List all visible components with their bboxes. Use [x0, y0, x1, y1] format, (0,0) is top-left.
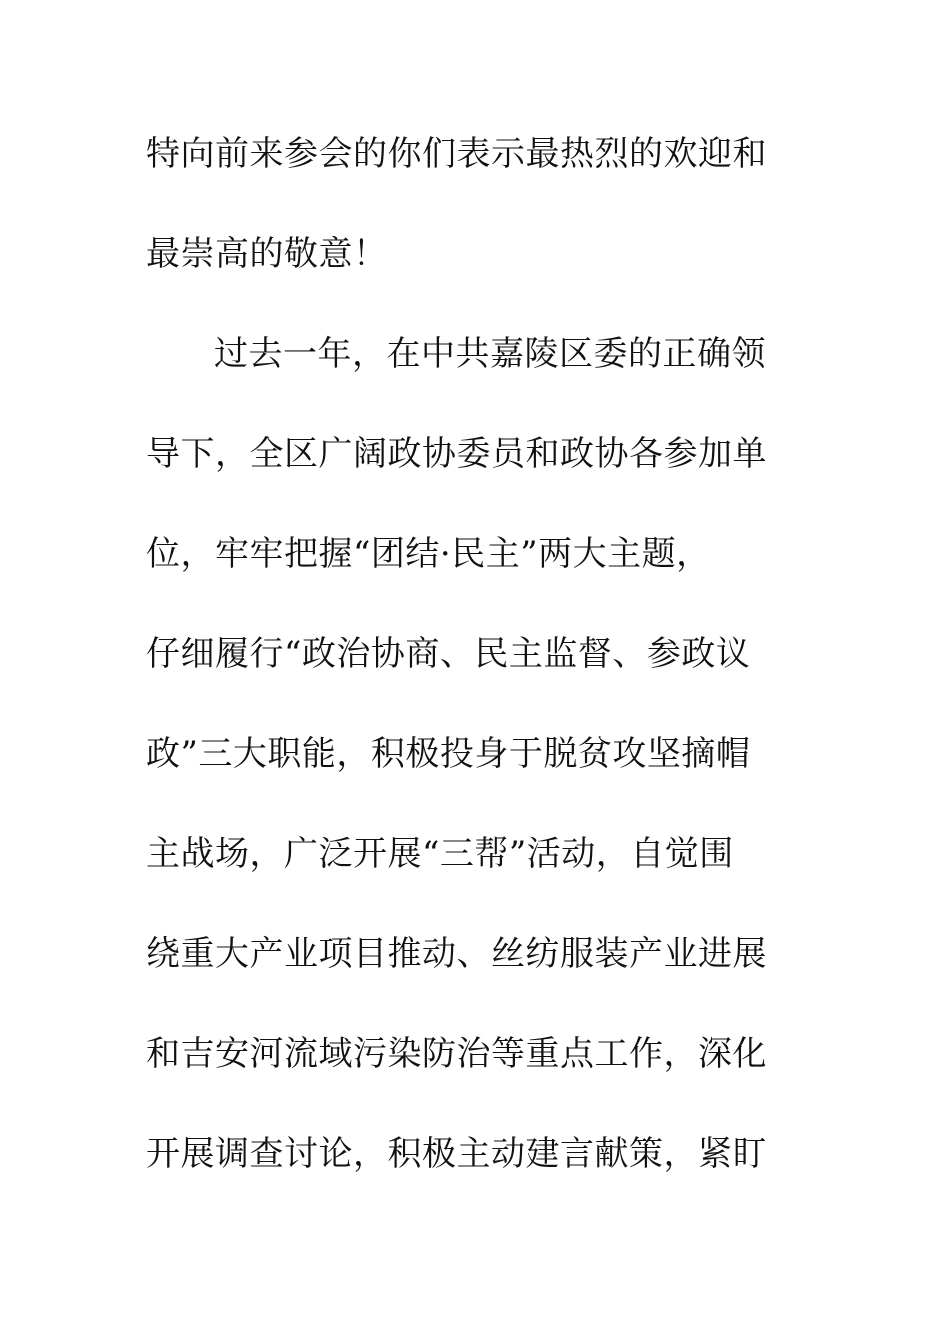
text-line: 政”三大职能，积极投身于脱贫攻坚摘帽 — [146, 734, 751, 774]
text-line: 特向前来参会的你们表示最热烈的欢迎和 — [146, 134, 767, 174]
paragraph-start-line: 过去一年，在中共嘉陵区委的正确领 — [214, 334, 766, 374]
text-line: 主战场，广泛开展“三帮”活动，自觉围 — [146, 834, 734, 874]
text-line: 绕重大产业项目推动、丝纺服装产业进展 — [146, 934, 767, 974]
text-line: 位，牢牢把握“团结·民主”两大主题， — [146, 534, 711, 574]
text-line: 仔细履行“政治协商、民主监督、参政议 — [146, 634, 751, 674]
text-line: 导下，全区广阔政协委员和政协各参加单 — [146, 434, 767, 474]
text-line: 开展调查讨论，积极主动建言献策，紧盯 — [146, 1134, 767, 1174]
text-line: 最崇高的敬意！ — [146, 234, 388, 274]
body-text — [146, 120, 786, 1220]
text-line: 和吉安河流域污染防治等重点工作，深化 — [146, 1034, 767, 1074]
